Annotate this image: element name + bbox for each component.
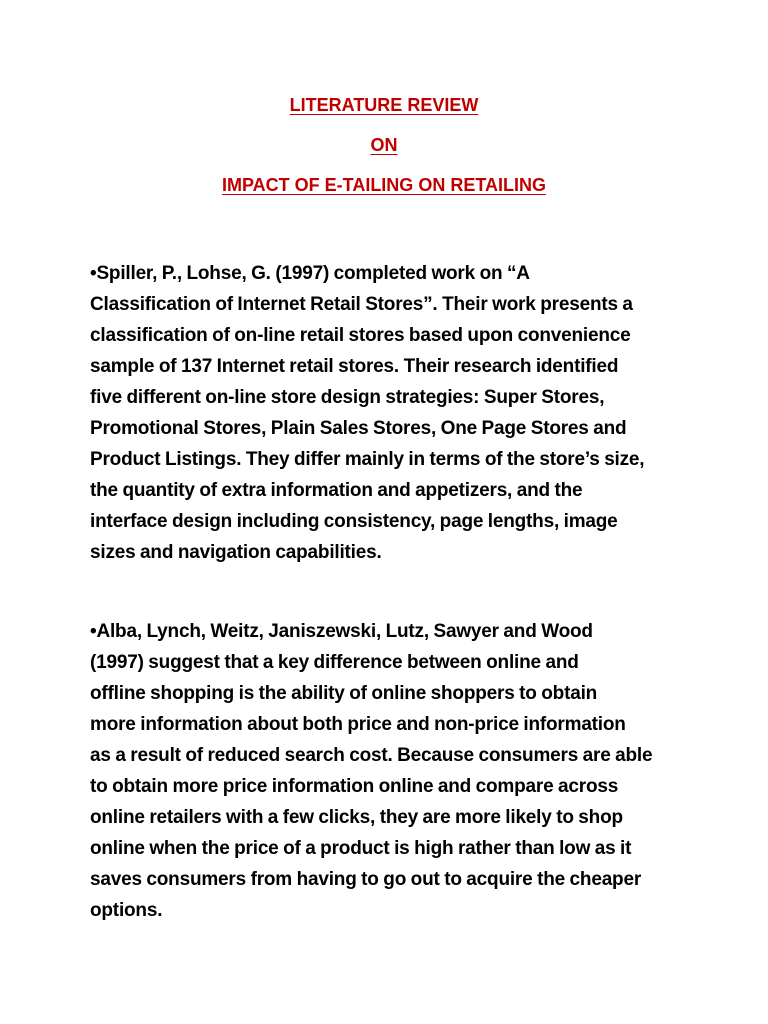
paragraph-line: sample of 137 Internet retail stores. Their research identified [90, 356, 619, 377]
paragraph-alba-lynch [90, 616, 690, 926]
paragraph-line: Promotional Stores, Plain Sales Stores, One Page Stores and [90, 418, 627, 439]
paragraph-line: classification of on-line retail stores based upon convenience [90, 325, 631, 346]
title-block [0, 94, 768, 196]
paragraph-line: more information about both price and non-price information [90, 714, 626, 735]
paragraph-line: (1997) suggest that a key difference between online and [90, 652, 579, 673]
paragraph-line: as a result of reduced search cost. Because consumers are able [90, 745, 653, 766]
paragraph-line: interface design including consistency, page lengths, image [90, 511, 618, 532]
paragraph-line: to obtain more price information online and compare across [90, 776, 619, 797]
paragraph-line: five different on-line store design strategies: Super Stores, [90, 387, 605, 408]
paragraph-line: online when the price of a product is high rather than low as it [90, 838, 632, 859]
title-line-on: ON [370, 135, 398, 155]
paragraph-line: •Alba, Lynch, Weitz, Janiszewski, Lutz, Sawyer and Wood [90, 621, 593, 642]
title-line-impact-of-e-tailing: IMPACT OF E-TAILING ON RETAILING [222, 175, 546, 195]
paragraph-spiller-lohse [90, 258, 690, 568]
paragraph-line: offline shopping is the ability of online shoppers to obtain [90, 683, 598, 704]
paragraph-line: saves consumers from having to go out to acquire the cheaper [90, 869, 642, 890]
paragraph-line: Product Listings. They differ mainly in terms of the store’s size, [90, 449, 645, 470]
paragraph-line: sizes and navigation capabilities. [90, 542, 382, 563]
paragraph-line: options. [90, 900, 163, 921]
paragraph-line: the quantity of extra information and appetizers, and the [90, 480, 583, 501]
title-line-literature-review: LITERATURE REVIEW [289, 95, 479, 115]
paragraph-line: •Spiller, P., Lohse, G. (1997) completed work on “A [90, 263, 530, 284]
paragraph-line: Classification of Internet Retail Stores”. Their work presents a [90, 294, 633, 315]
paragraph-line: online retailers with a few clicks, they are more likely to shop [90, 807, 623, 828]
